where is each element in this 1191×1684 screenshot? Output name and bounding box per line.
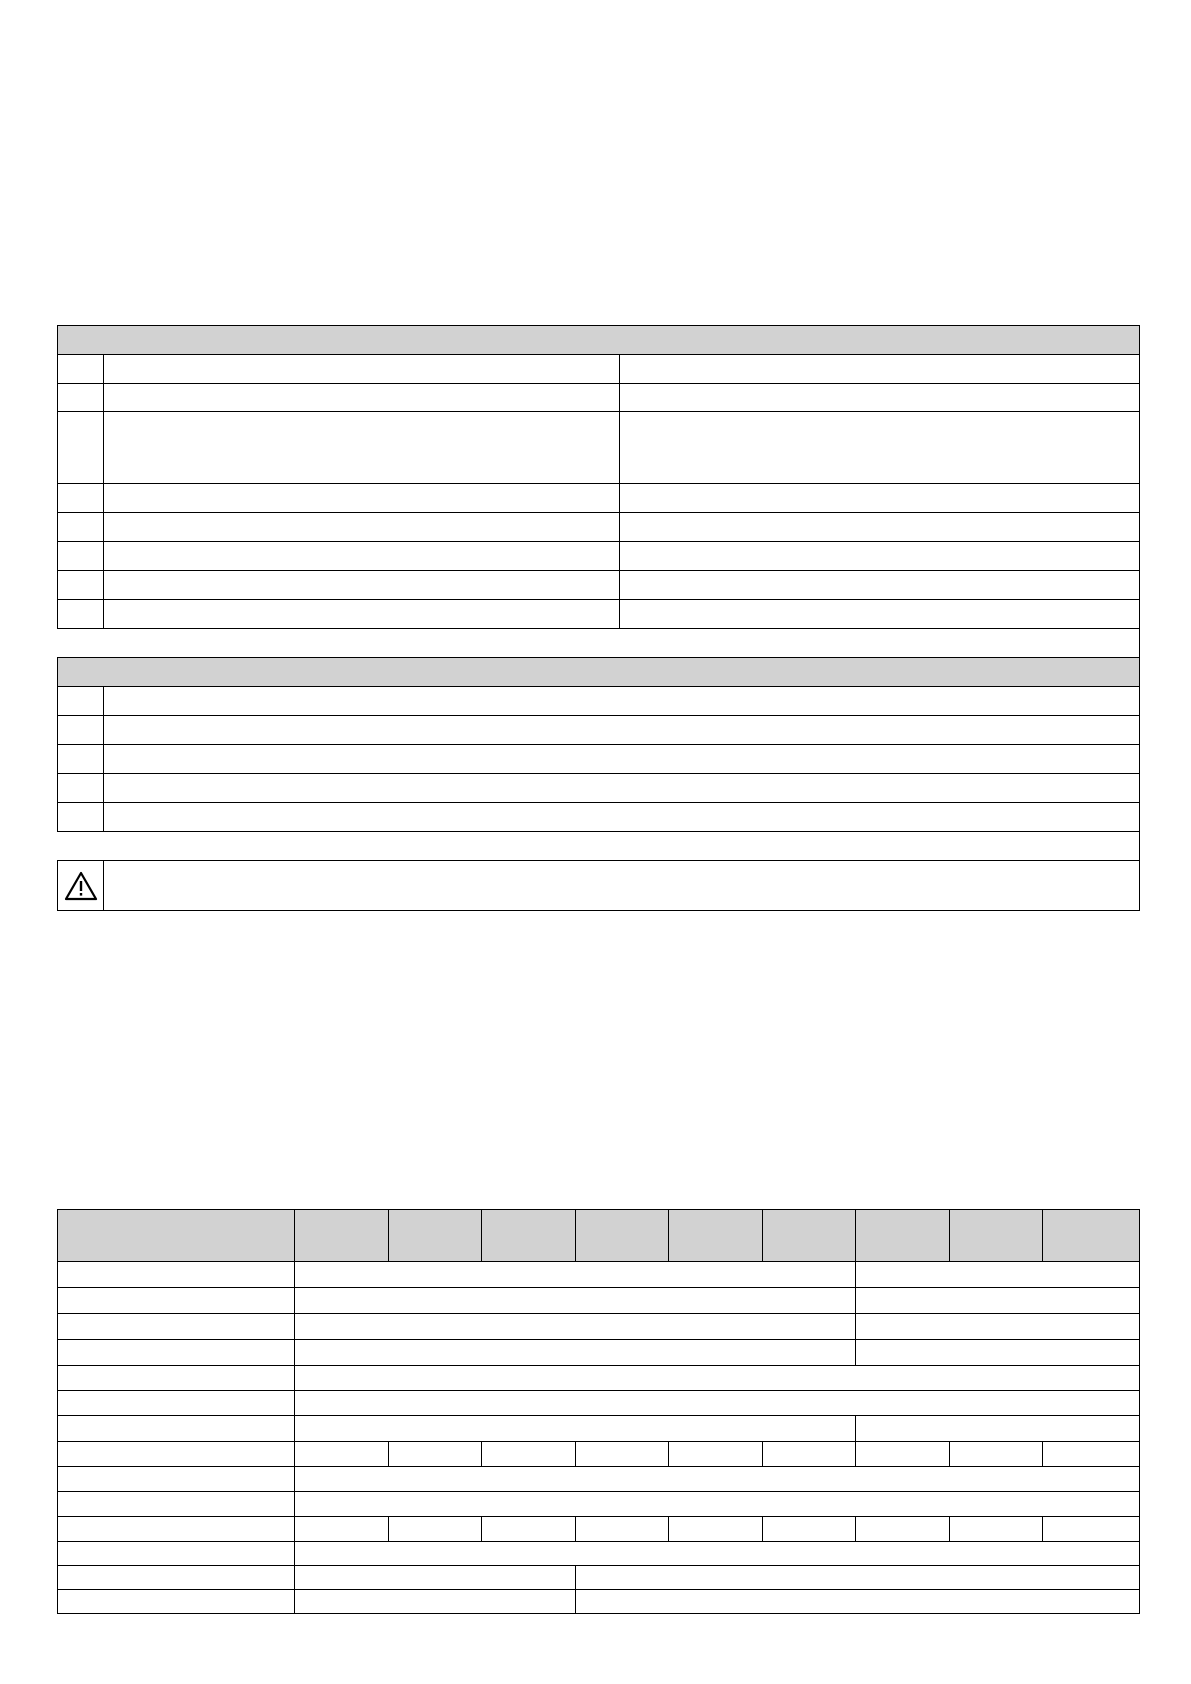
spec-cell — [950, 1442, 1043, 1467]
parts-row-value — [620, 513, 1140, 542]
steps-row-text — [104, 716, 1140, 745]
parts-row-name — [104, 571, 620, 600]
parts-row-name — [104, 384, 620, 412]
spec-header-model — [856, 1210, 950, 1262]
spec-cell-all — [295, 1366, 1140, 1391]
spec-cell — [1043, 1517, 1140, 1542]
spec-cell — [763, 1442, 856, 1467]
warning-row — [58, 861, 1140, 911]
spec-header-row — [58, 1210, 1140, 1262]
section-spacer — [58, 629, 1140, 658]
parts-row-number — [58, 412, 104, 484]
spec-row — [58, 1566, 1140, 1590]
spec-row — [58, 1288, 1140, 1314]
parts-row — [58, 384, 1140, 412]
steps-row — [58, 774, 1140, 803]
parts-row-name — [104, 484, 620, 513]
steps-row-text — [104, 803, 1140, 832]
spec-cell — [576, 1517, 669, 1542]
spec-cell — [482, 1517, 576, 1542]
spec-cell-group-b — [856, 1416, 1140, 1442]
spec-row — [58, 1314, 1140, 1340]
spec-cell-group-a — [295, 1314, 856, 1340]
steps-row-text — [104, 745, 1140, 774]
parts-row-number — [58, 513, 104, 542]
warning-triangle-icon — [64, 871, 98, 901]
parts-row — [58, 484, 1140, 513]
spec-cell — [856, 1517, 950, 1542]
spec-row — [58, 1366, 1140, 1391]
spec-cell-all — [295, 1391, 1140, 1416]
spec-cell-all — [295, 1492, 1140, 1517]
steps-table-header — [58, 658, 1140, 687]
parts-row-number — [58, 355, 104, 384]
spec-cell-group-a — [295, 1262, 856, 1288]
spec-header-model — [295, 1210, 389, 1262]
parts-table-header-cell — [58, 326, 1140, 355]
parts-row-value — [620, 600, 1140, 629]
parts-row — [58, 513, 1140, 542]
spec-header-model — [576, 1210, 669, 1262]
spec-cell — [389, 1442, 482, 1467]
spec-row-label — [58, 1366, 295, 1391]
spec-row — [58, 1416, 1140, 1442]
spec-cell — [950, 1517, 1043, 1542]
parts-row-value — [620, 412, 1140, 484]
spec-cell-group-c — [295, 1590, 576, 1614]
spec-cell — [669, 1442, 763, 1467]
parts-row — [58, 355, 1140, 384]
spec-header-model — [669, 1210, 763, 1262]
steps-row-number — [58, 687, 104, 716]
spec-header-model — [763, 1210, 856, 1262]
steps-row-text — [104, 687, 1140, 716]
steps-row-number — [58, 745, 104, 774]
spec-cell — [669, 1517, 763, 1542]
spec-row-label — [58, 1340, 295, 1366]
spec-row-label — [58, 1566, 295, 1590]
spec-row — [58, 1492, 1140, 1517]
parts-row — [58, 600, 1140, 629]
spec-cell-group-b — [856, 1288, 1140, 1314]
parts-row-number — [58, 484, 104, 513]
spec-cell-group-a — [295, 1340, 856, 1366]
spec-row — [58, 1340, 1140, 1366]
parts-row-name — [104, 600, 620, 629]
spec-row — [58, 1517, 1140, 1542]
steps-table-header-cell — [58, 658, 1140, 687]
steps-row — [58, 716, 1140, 745]
spec-cell — [295, 1442, 389, 1467]
steps-row — [58, 745, 1140, 774]
parts-row-number — [58, 571, 104, 600]
parts-row-value — [620, 571, 1140, 600]
spec-row — [58, 1442, 1140, 1467]
spec-cell-group-b — [856, 1340, 1140, 1366]
parts-row-value — [620, 484, 1140, 513]
steps-row-number — [58, 803, 104, 832]
parts-row-number — [58, 542, 104, 571]
warning-text — [104, 861, 1140, 911]
parts-row-name — [104, 355, 620, 384]
spec-row-label — [58, 1391, 295, 1416]
spec-cell-group-c — [295, 1566, 576, 1590]
spec-row-label — [58, 1590, 295, 1614]
parts-row-value — [620, 542, 1140, 571]
parts-row — [58, 412, 1140, 484]
spec-header-model — [1043, 1210, 1140, 1262]
spec-row — [58, 1542, 1140, 1566]
spec-row — [58, 1262, 1140, 1288]
spec-row-label — [58, 1314, 295, 1340]
warning-icon-cell — [58, 861, 104, 911]
spec-row-label — [58, 1542, 295, 1566]
spec-header-label — [58, 1210, 295, 1262]
parts-table-header — [58, 326, 1140, 355]
parts-row-value — [620, 384, 1140, 412]
specifications-table — [57, 1209, 1140, 1614]
steps-row-text — [104, 774, 1140, 803]
spec-row-label — [58, 1288, 295, 1314]
parts-row — [58, 542, 1140, 571]
parts-row-name — [104, 542, 620, 571]
spec-header-model — [389, 1210, 482, 1262]
parts-row — [58, 571, 1140, 600]
spec-cell — [576, 1442, 669, 1467]
spec-cell — [482, 1442, 576, 1467]
spec-cell — [295, 1517, 389, 1542]
spec-header-model — [950, 1210, 1043, 1262]
spec-row — [58, 1467, 1140, 1492]
steps-row-number — [58, 716, 104, 745]
spec-cell-group-a — [295, 1288, 856, 1314]
spec-cell-all — [295, 1467, 1140, 1492]
spec-cell-all — [295, 1542, 1140, 1566]
spec-row — [58, 1391, 1140, 1416]
parts-and-steps-table — [57, 325, 1140, 911]
parts-row-name — [104, 412, 620, 484]
section-spacer-cell — [58, 832, 1140, 861]
section-spacer — [58, 832, 1140, 861]
parts-row-value — [620, 355, 1140, 384]
spec-cell — [389, 1517, 482, 1542]
parts-row-name — [104, 513, 620, 542]
spec-row-label — [58, 1416, 295, 1442]
spec-row-label — [58, 1517, 295, 1542]
spec-cell — [856, 1442, 950, 1467]
spec-cell-group-b — [856, 1314, 1140, 1340]
spec-row-label — [58, 1492, 295, 1517]
spec-row-label — [58, 1442, 295, 1467]
steps-row-number — [58, 774, 104, 803]
parts-row-number — [58, 600, 104, 629]
spec-cell-group-b — [856, 1262, 1140, 1288]
spec-cell — [763, 1517, 856, 1542]
spec-row — [58, 1590, 1140, 1614]
spec-cell-group-a — [295, 1416, 856, 1442]
steps-row — [58, 687, 1140, 716]
spec-row-label — [58, 1262, 295, 1288]
steps-row — [58, 803, 1140, 832]
spec-row-label — [58, 1467, 295, 1492]
spec-header-model — [482, 1210, 576, 1262]
section-spacer-cell — [58, 629, 1140, 658]
parts-row-number — [58, 384, 104, 412]
spec-cell — [1043, 1442, 1140, 1467]
spec-cell-group-d — [576, 1566, 1140, 1590]
spec-cell-group-d — [576, 1590, 1140, 1614]
